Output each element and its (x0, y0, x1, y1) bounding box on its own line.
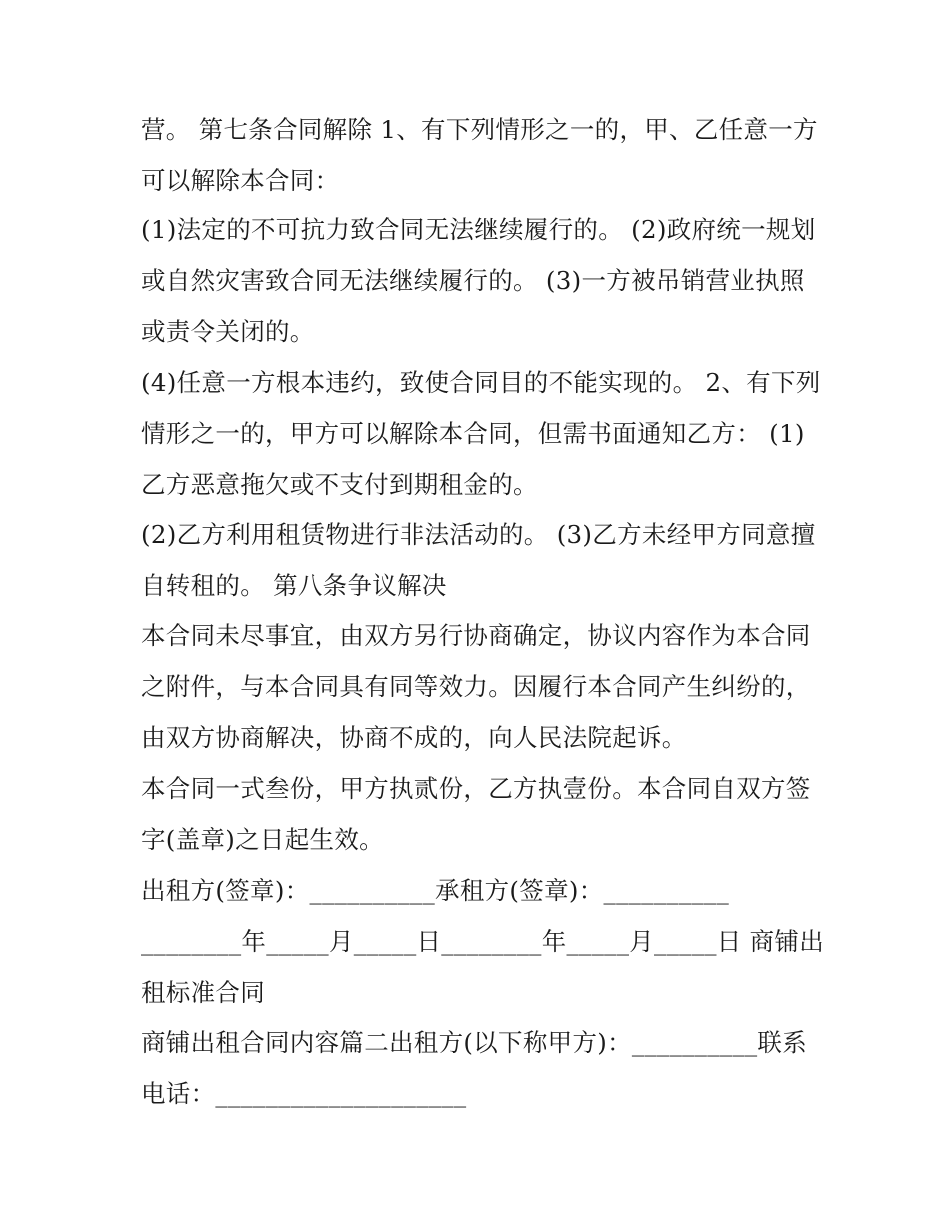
text-line: 本合同一式叁份，甲方执贰份，乙方执壹份。本合同自双方签 (141, 774, 811, 803)
signature-line: 出租方(签章)：__________承租方(签章)：__________ (141, 876, 730, 905)
text-line: 乙方恶意拖欠或不支付到期租金的。 (141, 470, 538, 499)
text-line: 本合同未尽事宜，由双方另行协商确定，协议内容作为本合同 (141, 621, 811, 650)
text-line: 或责令关闭的。 (141, 317, 315, 346)
text-line: 情形之一的，甲方可以解除本合同，但需书面通知乙方： (1) (141, 419, 805, 448)
text-line: (4)任意一方根本违约，致使合同目的不能实现的。 2、有下列 (141, 368, 821, 397)
text-line: 电话：____________________ (141, 1079, 467, 1108)
text-line: 营。 第七条合同解除 1、有下列情形之一的，甲、乙任意一方 (141, 115, 818, 144)
text-line: (2)乙方利用租赁物进行非法活动的。 (3)乙方未经甲方同意擅 (141, 520, 816, 549)
text-line: (1)法定的不可抗力致合同无法继续履行的。 (2)政府统一规划 (141, 215, 816, 244)
text-line: 由双方协商解决，协商不成的，向人民法院起诉。 (141, 723, 687, 752)
text-line: 商铺出租合同内容篇二出租方(以下称甲方)：__________联系 (141, 1028, 808, 1057)
text-line: 字(盖章)之日起生效。 (141, 825, 384, 854)
text-line: 或自然灾害致合同无法继续履行的。 (3)一方被吊销营业执照 (141, 266, 805, 295)
text-line: 之附件，与本合同具有同等效力。因履行本合同产生纠纷的， (141, 672, 811, 701)
text-line: 自转租的。 第八条争议解决 (141, 571, 447, 600)
date-line: ________年_____月_____日________年_____月_____日 商铺出 (141, 927, 825, 956)
text-line: 可以解除本合同： (141, 166, 340, 195)
text-line: 租标准合同 (141, 978, 265, 1007)
